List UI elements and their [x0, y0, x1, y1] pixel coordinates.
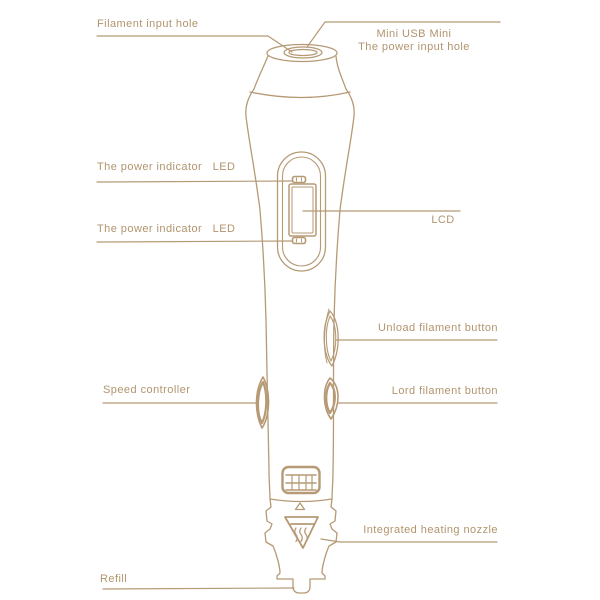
label-mini-usb — [330, 28, 498, 54]
leader-power-indicator-top — [97, 181, 292, 182]
label-mini-usb-line2: The power input hole — [358, 41, 470, 53]
label-integrated-heating-nozzle: Integrated heating nozzle — [363, 524, 498, 536]
leader-heating-nozzle — [321, 539, 497, 542]
vent-grill — [283, 467, 320, 493]
label-mini-usb-line1: Mini USB Mini — [376, 28, 452, 40]
cap-seam — [250, 92, 350, 98]
label-speed-controller: Speed controller — [103, 384, 191, 396]
heat-nozzle-icon — [285, 517, 318, 548]
lord-filament-button[interactable] — [324, 378, 338, 419]
filament-input-slot — [284, 47, 322, 58]
lower-seam — [270, 499, 332, 502]
leader-refill — [103, 588, 294, 589]
label-power-indicator-top: The power indicator LED — [97, 161, 236, 173]
pen-body-outline — [246, 56, 354, 593]
label-lcd: LCD — [431, 214, 455, 226]
label-refill: Refill — [100, 573, 128, 585]
power-led-top — [293, 177, 306, 183]
leader-filament-input-hole — [97, 36, 292, 52]
label-power-indicator-bottom: The power indicator LED — [97, 223, 236, 235]
label-filament-input-hole: Filament input hole — [97, 18, 199, 30]
label-lord-filament-button: Lord filament button — [391, 385, 498, 397]
warning-triangle-icon — [296, 503, 305, 510]
lcd-screen — [289, 184, 316, 236]
unload-filament-button[interactable] — [324, 309, 338, 366]
power-led-bottom — [293, 238, 306, 244]
label-unload-filament-button: Unload filament button — [378, 322, 498, 334]
leader-lines — [97, 22, 500, 589]
